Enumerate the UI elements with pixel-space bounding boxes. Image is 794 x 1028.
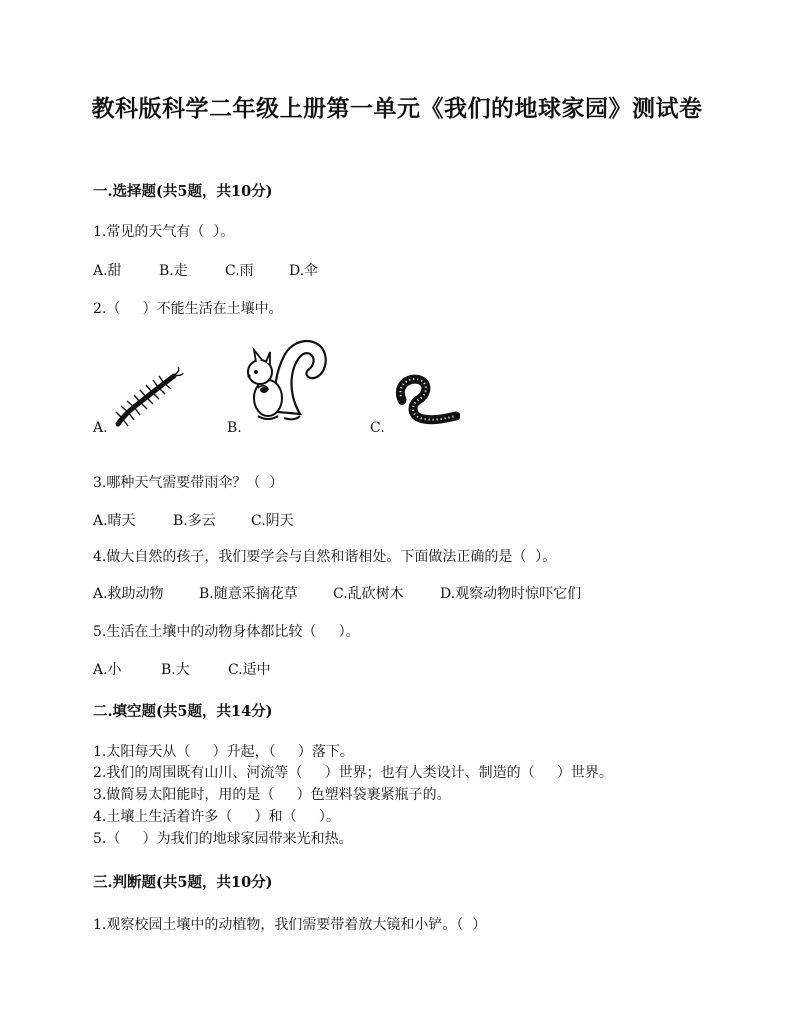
option: B.多云: [173, 513, 216, 529]
option: A.甜: [93, 263, 122, 279]
picture-label-b: B.: [227, 420, 242, 436]
question-3-options: [93, 510, 294, 530]
section-heading-judge: 三.判断题(共5题，共10分): [93, 874, 273, 891]
question-5: 5.生活在土壤中的动物身体都比较（ ）。: [93, 624, 360, 640]
page-title: 教科版科学二年级上册第一单元《我们的地球家园》测试卷: [91, 95, 703, 122]
centipede-icon: [112, 366, 184, 430]
question-4: 4.做大自然的孩子，我们要学会与自然和谐相处。下面做法正确的是（ ）。: [93, 549, 557, 565]
judge-item: 1.观察校园土壤中的动植物，我们需要带着放大镜和小铲。（ ）: [93, 917, 487, 933]
question-4-options: [93, 583, 581, 603]
option: D.伞: [289, 263, 319, 279]
earthworm-icon: [390, 370, 460, 430]
question-1-options: [93, 260, 318, 280]
option: A.小: [93, 662, 122, 678]
option: B.大: [161, 662, 190, 678]
fill-item: 1.太阳每天从（ ）升起，（ ）落下。: [93, 744, 354, 760]
option: D.观察动物时惊吓它们: [440, 586, 582, 602]
option: C.适中: [228, 662, 271, 678]
option: B.随意采摘花草: [199, 586, 298, 602]
picture-label-a: A.: [93, 420, 108, 436]
picture-label-c: C.: [370, 420, 385, 436]
question-5-options: [93, 659, 271, 679]
option: A.救助动物: [93, 586, 164, 602]
option: C.乱砍树木: [333, 586, 404, 602]
section-heading-choice: 一.选择题(共5题，共10分): [93, 183, 273, 200]
question-2: 2.（ ）不能生活在土壤中。: [93, 301, 283, 317]
question-1: 1.常见的天气有（ ）。: [93, 224, 235, 240]
question-3: 3.哪种天气需要带雨伞？（ ）: [93, 475, 284, 491]
option: A.晴天: [93, 513, 136, 529]
section-heading-fill: 二.填空题(共5题，共14分): [93, 703, 273, 720]
fill-item: 4.土壤上生活着许多（ ）和（ ）。: [93, 809, 340, 825]
option: C.阴天: [251, 513, 294, 529]
option: B.走: [159, 263, 188, 279]
fill-item: 5.（ ）为我们的地球家园带来光和热。: [93, 831, 353, 847]
squirrel-icon: [238, 332, 330, 424]
fill-item: 3.做简易太阳能时，用的是（ ）色塑料袋裹紧瓶子的。: [93, 787, 451, 803]
option: C.雨: [225, 263, 254, 279]
fill-item: 2.我们的周围既有山川、河流等（ ）世界；也有人类设计、制造的（ ）世界。: [93, 765, 613, 781]
